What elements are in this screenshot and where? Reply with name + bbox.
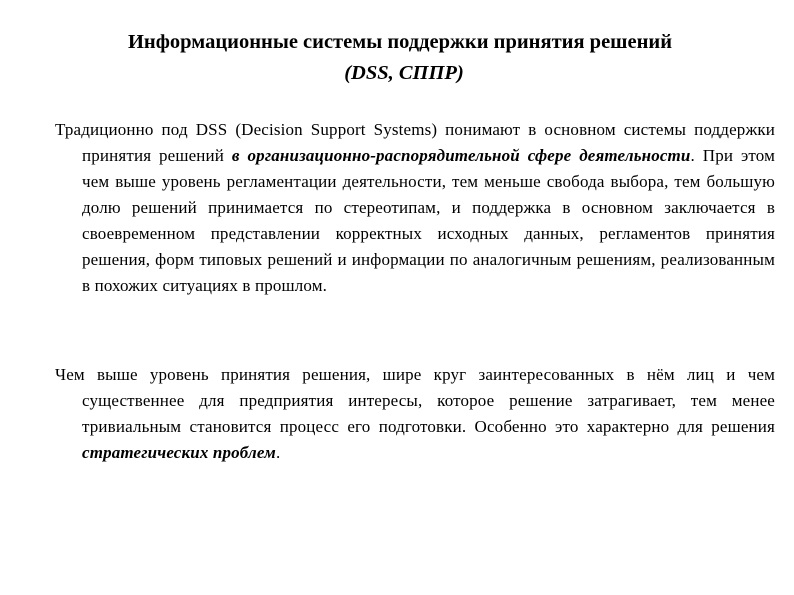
- paragraph-2-emphasis: стратегических проблем: [82, 443, 276, 462]
- paragraph-1-text-a: Традиционно под DSS (Decision Support Systems) понимают в основном системы поддержки принятия решений: [55, 120, 775, 165]
- title-line-2: (DSS, СППР): [344, 62, 464, 84]
- paragraph-2: [55, 362, 775, 466]
- paragraph-1: [55, 117, 775, 299]
- paragraph-1-text-b: . При этом чем выше уровень регламентации деятельности, тем меньше свобода выбора, тем большую долю решений принимается по стереотипам, и поддержка в основном заключается в своевременном представлении корректных исходных данных, регламентов принятия решения, форм типовых решений и информации по аналогичным решениям, реализованным в похожих ситуациях в прошлом.: [82, 146, 776, 295]
- slide-title: [40, 27, 754, 89]
- title-line-1: Информационные системы поддержки принятия решений: [127, 31, 673, 53]
- paragraph-1-emphasis: в организационно-распорядительной сфере деятельности: [231, 146, 691, 165]
- paragraph-2-text-b: .: [275, 443, 281, 462]
- paragraph-2-text-a: Чем выше уровень принятия решения, шире круг заинтересованных в нём лиц и чем существеннее для предприятия интересы, которое решение затрагивает, тем менее тривиальным становится процесс его подготовки. Особенно это характерно для решения: [55, 365, 775, 436]
